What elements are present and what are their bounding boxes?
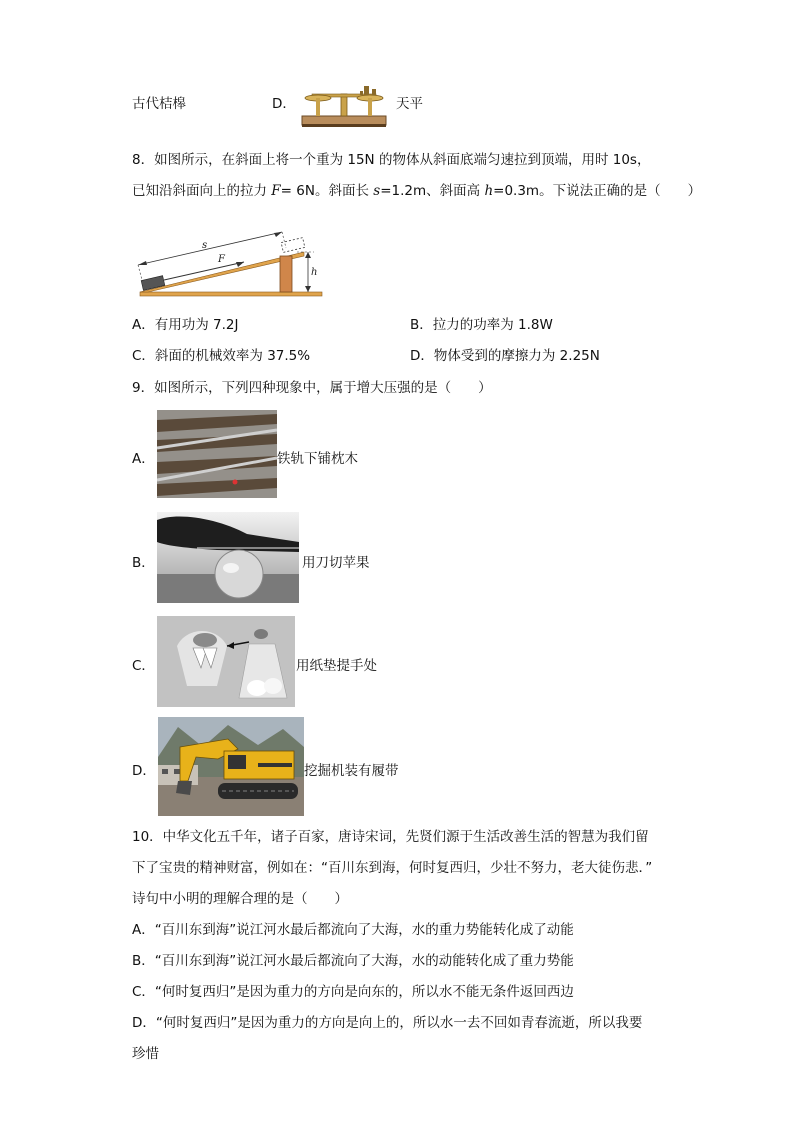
q10-stem-line3: 诗句中小明的理解合理的是（ ） [132, 891, 348, 907]
q10-option-a: A．“百川东到海”说江河水最后都流向了大海，水的重力势能转化成了动能 [132, 922, 574, 938]
q8-stem-line1: 8．如图所示，在斜面上将一个重为 15N 的物体从斜面底端匀速拉到顶端，用时 10s， [132, 152, 651, 168]
q9-option-c-text: 用纸垫提手处 [296, 658, 377, 674]
q9-option-a-text: 铁轨下铺枕木 [277, 451, 358, 467]
diagram-label-s: s [202, 240, 208, 251]
previous-option-c-text: 古代桔槔 [132, 96, 186, 112]
excavator-photo [158, 717, 304, 816]
q9-option-c-letter: C． [132, 658, 155, 674]
q9-option-b-text: 用刀切苹果 [302, 555, 370, 571]
q9-option-b-letter: B． [132, 555, 155, 571]
balance-scale-image [298, 80, 390, 128]
railway-sleepers-photo [157, 410, 277, 498]
q10-option-d-line2: 珍惜 [132, 1046, 159, 1062]
incline-diagram [132, 222, 327, 302]
q8-option-c: C．斜面的机械效率为 37.5% [132, 348, 311, 364]
q10-option-c: C．“何时复西归”是因为重力的方向是向东的，所以水不能无条件返回西边 [132, 984, 574, 1000]
q8-option-d: D．物体受到的摩擦力为 2.25N [410, 348, 600, 364]
diagram-label-f: F [218, 254, 225, 265]
q9-option-a-letter: A． [132, 451, 155, 467]
option-d-letter: D． [272, 96, 296, 112]
q8-stem-line2: 已知沿斜面向上的拉力 F= 6N。斜面长 s=1.2m、斜面高 h=0.3m。下说法正确的是（ ） [132, 183, 702, 199]
q8-option-a: A．有用功为 7.2J [132, 317, 239, 333]
q8-option-b: B．拉力的功率为 1.8W [410, 317, 553, 333]
paper-handle-photo [157, 616, 295, 707]
diagram-label-h: h [311, 267, 318, 278]
option-d-text: 天平 [396, 96, 423, 112]
q10-option-d-line1: D．“何时复西归”是因为重力的方向是向上的，所以水一去不回如青春流逝，所以我要 [132, 1015, 643, 1031]
q10-stem-line1: 10．中华文化五千年，诸子百家，唐诗宋词，先贤们源于生活改善生活的智慧为我们留 [132, 829, 649, 845]
q9-option-d-text: 挖掘机装有履带 [304, 763, 399, 779]
q9-option-d-letter: D． [132, 763, 156, 779]
knife-apple-photo [157, 512, 299, 603]
q10-stem-line2: 下了宝贵的精神财富，例如在：“百川东到海，何时复西归，少壮不努力，老大徒伤悲．” [132, 860, 653, 876]
q9-stem: 9．如图所示，下列四种现象中，属于增大压强的是（ ） [132, 380, 492, 396]
q10-option-b: B．“百川东到海”说江河水最后都流向了大海，水的动能转化成了重力势能 [132, 953, 574, 969]
